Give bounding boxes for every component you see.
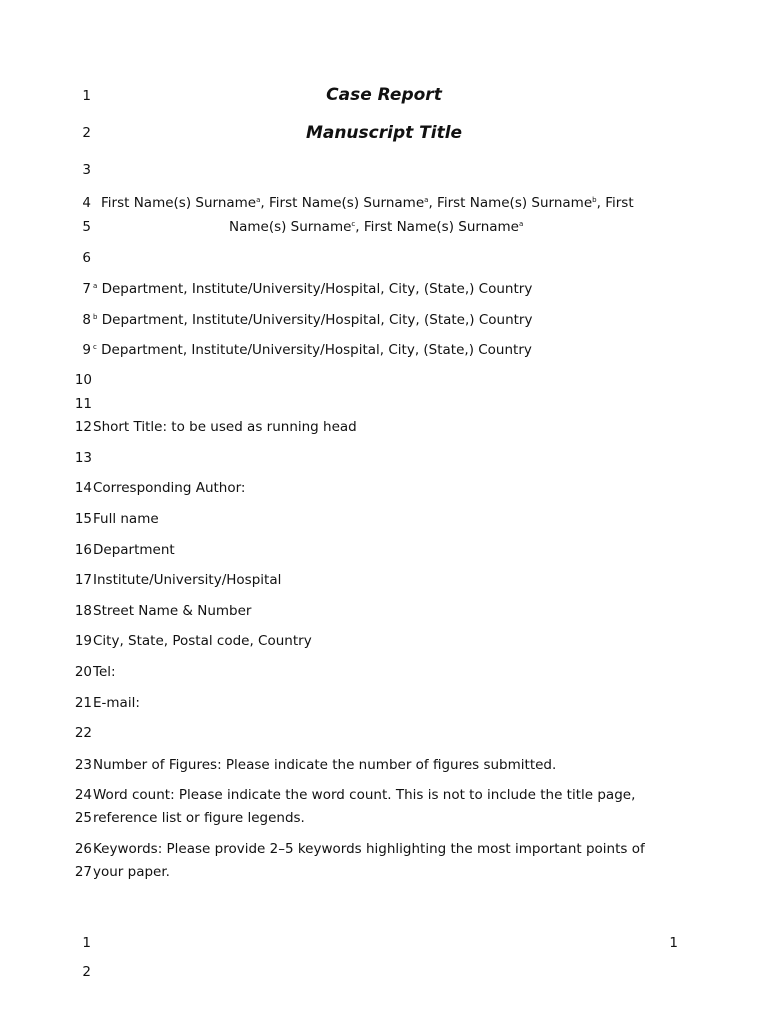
affiliation-b: $^b$ Department, Institute/University/Hospital, City, (State,) Country <box>93 312 533 328</box>
line-number: 3 <box>82 162 91 178</box>
line-number: 24 <box>74 787 92 803</box>
line-number: 6 <box>82 250 91 266</box>
word-count-line2: reference list or figure legends. <box>93 810 305 826</box>
line-number: 9 <box>82 342 91 358</box>
keywords-line1: Keywords: Please provide 2–5 keywords highlighting the most important points of <box>93 841 645 857</box>
line-number: 18 <box>74 603 92 619</box>
line-number: 12 <box>74 419 92 435</box>
corresponding-email: E-mail: <box>93 695 140 711</box>
line-number: 13 <box>74 450 92 466</box>
line-number: 25 <box>74 810 92 826</box>
line-number: 1 <box>82 88 91 104</box>
line-number: 26 <box>74 841 92 857</box>
number-of-figures: Number of Figures: Please indicate the number of figures submitted. <box>93 757 557 773</box>
keywords-line2: your paper. <box>93 864 170 880</box>
case-report-heading: Case Report <box>326 85 442 105</box>
affiliation-c: $^c$ Department, Institute/University/Hospital, City, (State,) Country <box>93 342 532 358</box>
line-number: 7 <box>82 281 91 297</box>
word-count-line1: Word count: Please indicate the word count. This is not to include the title page, <box>93 787 636 803</box>
line-number: 21 <box>74 695 92 711</box>
line-number: 17 <box>74 572 92 588</box>
line-number: 20 <box>74 664 92 680</box>
line-number: 27 <box>74 864 92 880</box>
line-number: 19 <box>74 633 92 649</box>
corresponding-city: City, State, Postal code, Country <box>93 633 312 649</box>
line-number: 11 <box>74 396 92 412</box>
corresponding-department: Department <box>93 542 175 558</box>
line-number: 2 <box>82 125 91 141</box>
line-number: 16 <box>74 542 92 558</box>
line-number: 10 <box>74 372 92 388</box>
author-list-line1: First Name(s) Surname$^a$, First Name(s) Surname$^a$, First Name(s) Surname$^b$, First <box>101 195 634 211</box>
corresponding-tel: Tel: <box>93 664 116 680</box>
corresponding-author-heading: Corresponding Author: <box>93 480 246 496</box>
corresponding-institute: Institute/University/Hospital <box>93 572 282 588</box>
line-number: 23 <box>74 757 92 773</box>
short-title: Short Title: to be used as running head <box>93 419 357 435</box>
author-list-line2: Name(s) Surname$^c$, First Name(s) Surname$^a$ <box>229 219 524 235</box>
affiliation-a: $^a$ Department, Institute/University/Hospital, City, (State,) Country <box>93 281 533 297</box>
manuscript-title: Manuscript Title <box>305 123 463 143</box>
page-number: 1 <box>669 935 678 951</box>
line-number: 2 <box>82 964 91 980</box>
line-number: 5 <box>82 219 91 235</box>
line-number: 4 <box>82 195 91 211</box>
line-number: 1 <box>82 935 91 951</box>
corresponding-full-name: Full name <box>93 511 159 527</box>
line-number: 15 <box>74 511 92 527</box>
line-number: 22 <box>74 725 92 741</box>
line-number: 8 <box>82 312 91 328</box>
corresponding-street: Street Name & Number <box>93 603 252 619</box>
line-number: 14 <box>74 480 92 496</box>
